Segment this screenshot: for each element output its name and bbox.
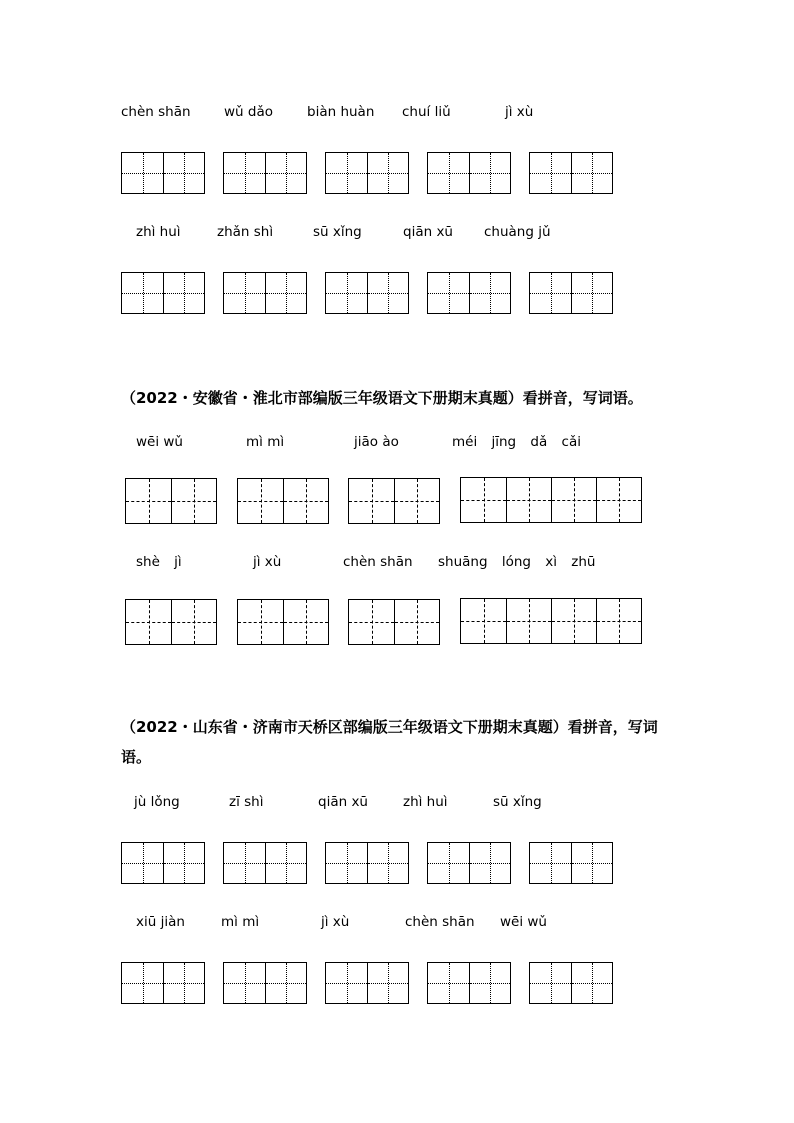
writing-grid-2[interactable] — [121, 842, 205, 884]
writing-grid-2[interactable] — [325, 272, 409, 314]
writing-grid-2[interactable] — [529, 842, 613, 884]
pinyin-label: zhǎn shì — [217, 224, 274, 240]
writing-grid-2[interactable] — [325, 842, 409, 884]
pinyin-label: chuàng jǔ — [484, 224, 551, 240]
writing-grid-2[interactable] — [427, 842, 511, 884]
writing-grid-4[interactable] — [460, 598, 642, 644]
pinyin-label: chèn shān — [405, 914, 475, 930]
writing-grid-2[interactable] — [348, 478, 440, 524]
writing-grid-2[interactable] — [121, 962, 205, 1004]
pinyin-label: mì mì — [221, 914, 260, 930]
writing-grid-2[interactable] — [529, 962, 613, 1004]
writing-grid-2[interactable] — [223, 272, 307, 314]
writing-grid-2[interactable] — [223, 152, 307, 194]
pinyin-label: biàn huàn — [307, 104, 375, 120]
pinyin-label: zhì huì — [403, 794, 448, 810]
pinyin-label: wēi wǔ — [500, 914, 547, 930]
pinyin-label: jù lǒng — [134, 794, 180, 810]
writing-grid-2[interactable] — [348, 599, 440, 645]
writing-grid-2[interactable] — [121, 272, 205, 314]
pinyin-label: chèn shān — [121, 104, 191, 120]
writing-grid-2[interactable] — [325, 152, 409, 194]
pinyin-label: chuí liǔ — [402, 104, 451, 120]
pinyin-label: zī shì — [229, 794, 264, 810]
pinyin-label: qiān xū — [318, 794, 368, 810]
pinyin-label: wēi wǔ — [136, 434, 183, 450]
writing-grid-2[interactable] — [529, 272, 613, 314]
pinyin-label: méi jīng dǎ cǎi — [452, 434, 581, 450]
writing-grid-2[interactable] — [427, 152, 511, 194]
writing-grid-2[interactable] — [223, 842, 307, 884]
pinyin-label: wǔ dǎo — [224, 104, 273, 120]
pinyin-label: shuāng lóng xì zhū — [438, 554, 596, 570]
pinyin-label: jì xù — [321, 914, 350, 930]
writing-grid-4[interactable] — [460, 477, 642, 523]
writing-grid-2[interactable] — [237, 599, 329, 645]
pinyin-label: zhì huì — [136, 224, 181, 240]
pinyin-label: xiū jiàn — [136, 914, 185, 930]
question-heading: （2022・山东省・济南市天桥区部编版三年级语文下册期末真题）看拼音，写词语。 — [121, 718, 658, 766]
writing-grid-2[interactable] — [427, 962, 511, 1004]
pinyin-label: qiān xū — [403, 224, 453, 240]
question-heading: （2022・安徽省・淮北市部编版三年级语文下册期末真题）看拼音，写词语。 — [121, 389, 643, 407]
writing-grid-2[interactable] — [237, 478, 329, 524]
pinyin-label: sū xǐng — [493, 794, 542, 810]
writing-grid-2[interactable] — [223, 962, 307, 1004]
writing-grid-2[interactable] — [121, 152, 205, 194]
writing-grid-2[interactable] — [125, 478, 217, 524]
writing-grid-2[interactable] — [125, 599, 217, 645]
pinyin-label: chèn shān — [343, 554, 413, 570]
pinyin-label: jì xù — [505, 104, 534, 120]
pinyin-label: jì xù — [253, 554, 282, 570]
pinyin-label: sū xǐng — [313, 224, 362, 240]
pinyin-label: mì mì — [246, 434, 285, 450]
writing-grid-2[interactable] — [427, 272, 511, 314]
writing-grid-2[interactable] — [529, 152, 613, 194]
pinyin-label: shè jì — [136, 554, 182, 570]
pinyin-label: jiāo ào — [354, 434, 399, 450]
writing-grid-2[interactable] — [325, 962, 409, 1004]
